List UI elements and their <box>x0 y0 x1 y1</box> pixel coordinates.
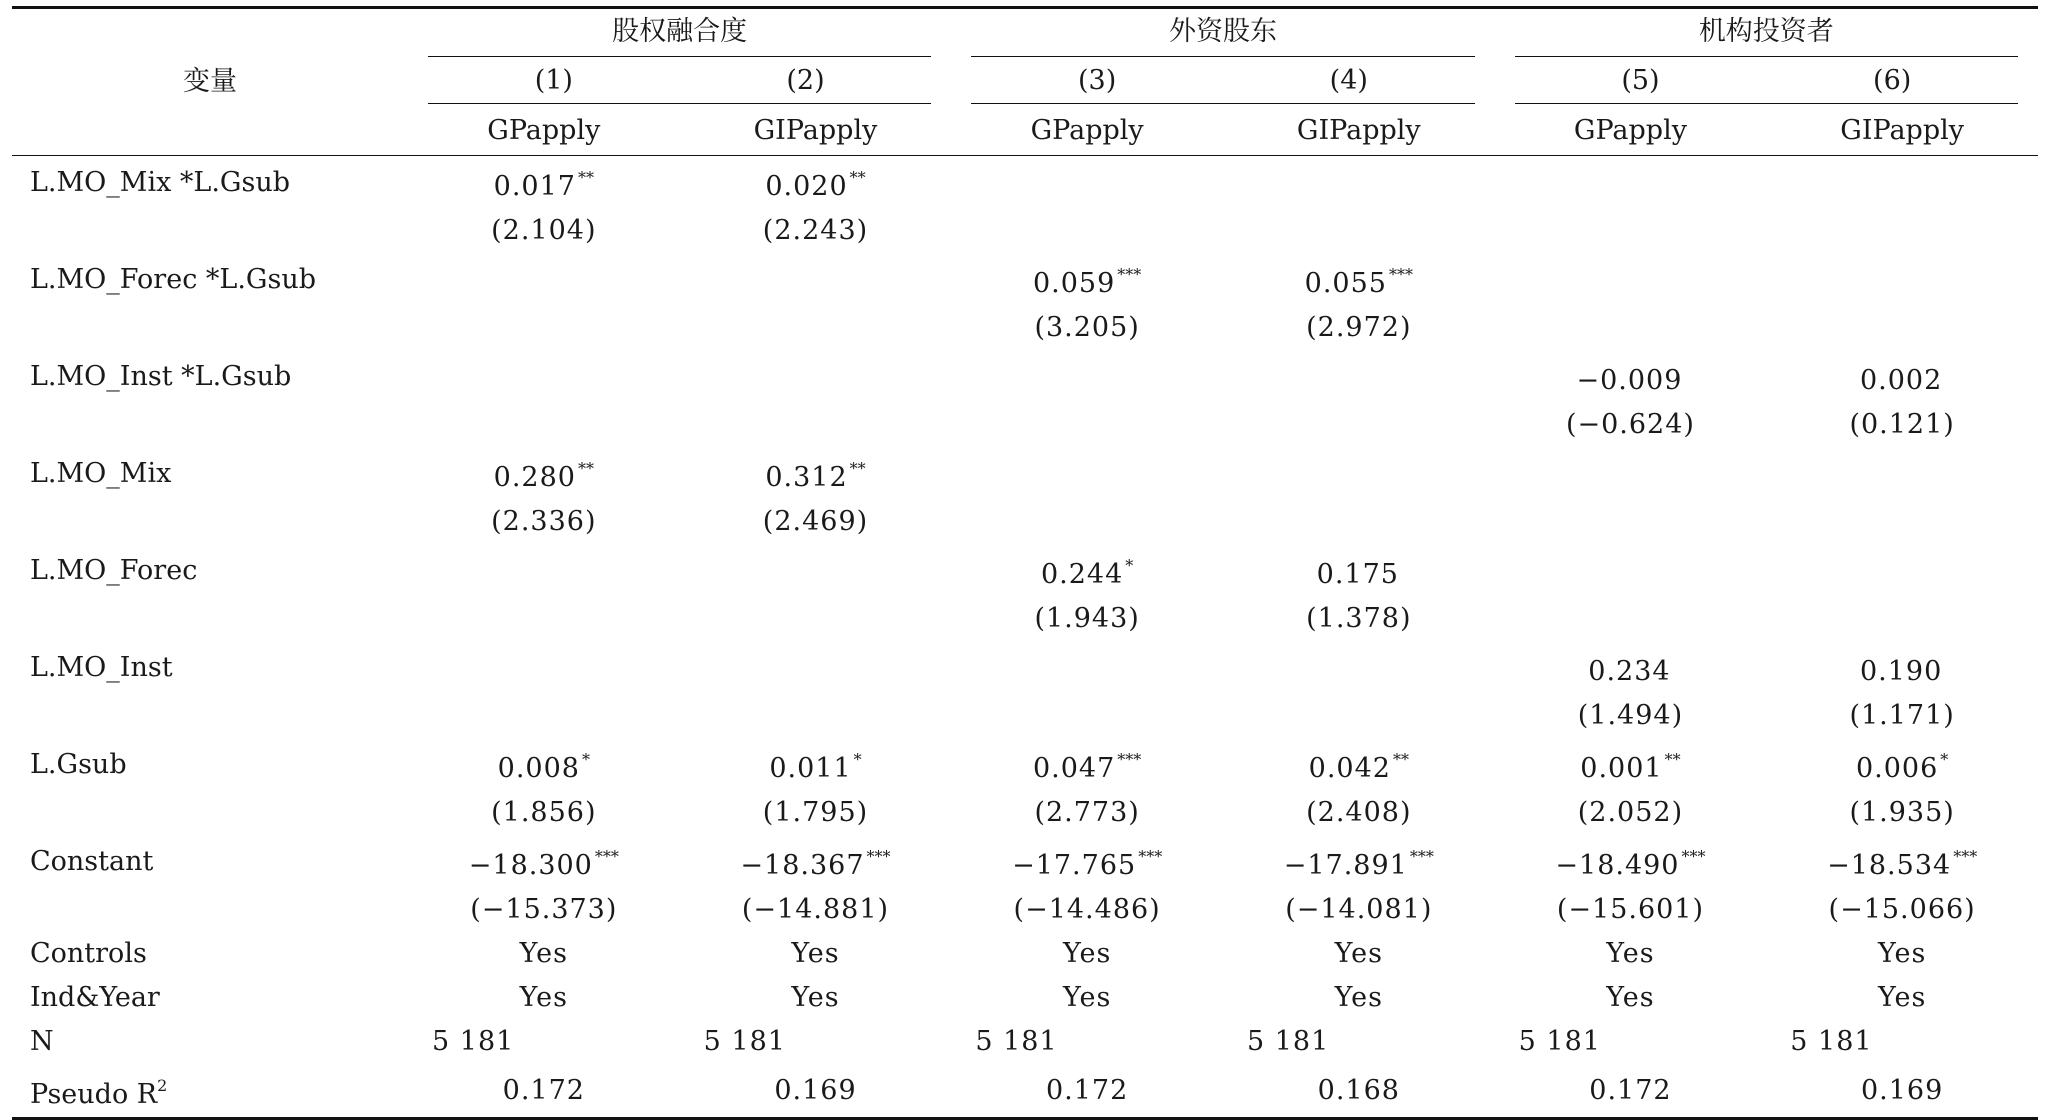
coefficient-cell <box>408 738 680 791</box>
coefficient-cell <box>680 350 952 403</box>
coefficient-value: 0.190 <box>1859 656 1943 687</box>
coefficient-value: 0.002 <box>1859 365 1943 396</box>
t-stat-row <box>12 791 2038 835</box>
t-stat-cell: (−14.881) <box>741 894 890 925</box>
coefficient-cell <box>680 641 952 694</box>
t-stat-cell <box>1495 500 1767 544</box>
t-stat-cell <box>408 597 680 641</box>
r2-superscript: 2 <box>157 1076 168 1095</box>
observations-row-label <box>12 1020 408 1064</box>
t-stat-cell: (−15.066) <box>1828 894 1976 925</box>
dependent-variable-header: GIPapply <box>1766 106 2038 156</box>
observations-row-cell: 5 181 <box>1246 1026 1330 1057</box>
pseudo-r2-row-cell: 0.168 <box>1223 1064 1495 1119</box>
significance-stars: * <box>1940 750 1949 769</box>
fixed-effects-row-cell: Yes <box>1606 982 1655 1013</box>
coefficient-row <box>12 447 2038 500</box>
t-stat-cell: (−14.081) <box>1285 894 1433 925</box>
coefficient-value: 0.047 <box>1032 753 1116 784</box>
variable-label: L.Gsub <box>30 748 127 780</box>
fixed-effects-row-cell: Yes <box>791 982 840 1013</box>
t-stat-cell: (3.205) <box>1034 312 1140 343</box>
group-header-1: 股权融合度 <box>408 8 951 58</box>
t-stat-cell <box>1766 500 2038 544</box>
variable-label: L.MO_Mix *L.Gsub <box>30 166 290 198</box>
group-header-3: 机构投资者 <box>1495 8 2038 58</box>
empty-label-cell <box>12 500 408 544</box>
column-number-pair-3 <box>1495 57 2038 106</box>
controls-row-cell: Yes <box>1877 938 1927 969</box>
observations-row-cell: 5 181 <box>975 1026 1058 1057</box>
t-stat-cell: (2.243) <box>762 215 869 246</box>
variable-label: L.MO_Forec <box>30 554 198 586</box>
fixed-effects-row-cell: Yes <box>1062 982 1112 1013</box>
t-stat-cell: (0.121) <box>1849 409 1955 440</box>
significance-stars: * <box>1125 556 1134 575</box>
coefficient-cell <box>1495 253 1767 306</box>
significance-stars: * <box>853 750 862 769</box>
coefficient-row <box>12 156 2038 210</box>
coefficient-cell <box>408 156 680 210</box>
t-stat-row <box>12 597 2038 641</box>
coefficient-value: 0.020 <box>765 171 848 202</box>
coefficient-cell <box>1766 738 2038 791</box>
t-stat-cell <box>951 500 1223 544</box>
empty-label-cell <box>12 694 408 738</box>
t-stat-cell <box>951 209 1223 253</box>
variable-header: 变量 <box>12 8 408 156</box>
coefficient-cell <box>1223 156 1495 210</box>
pseudo-r2-row-label-text: Pseudo R <box>30 1079 158 1110</box>
coefficient-cell <box>408 350 680 403</box>
t-stat-cell: (2.104) <box>491 215 597 246</box>
t-stat-cell <box>680 597 952 641</box>
coefficient-cell <box>408 253 680 306</box>
coefficient-row <box>12 350 2038 403</box>
dependent-variable-header: GPapply <box>408 106 680 156</box>
column-number: (6) <box>1873 65 1912 96</box>
t-stat-cell: (2.336) <box>491 506 597 537</box>
coefficient-cell <box>1223 641 1495 694</box>
pseudo-r2-row-cell: 0.172 <box>408 1064 680 1119</box>
controls-row-cell: Yes <box>1062 938 1112 969</box>
fixed-effects-row-cell: Yes <box>1334 982 1383 1013</box>
coefficient-value: 0.312 <box>765 462 848 493</box>
t-stat-cell: (2.773) <box>1034 797 1140 828</box>
significance-stars: *** <box>866 847 891 866</box>
significance-stars: ** <box>1664 750 1681 769</box>
empty-label-cell <box>12 209 408 253</box>
pseudo-r2-row-cell: 0.169 <box>1766 1064 2038 1119</box>
column-number: (2) <box>786 65 825 96</box>
coefficient-cell <box>951 350 1223 403</box>
coefficient-cell <box>408 641 680 694</box>
t-stat-cell <box>1223 694 1495 738</box>
t-stat-cell <box>951 403 1223 447</box>
coefficient-value: 0.280 <box>493 462 576 493</box>
t-stat-cell <box>1223 209 1495 253</box>
controls-row-cell: Yes <box>519 938 568 969</box>
variable-label: L.MO_Inst <box>30 651 173 683</box>
controls-row-cell: Yes <box>1334 938 1383 969</box>
t-stat-cell: (2.469) <box>762 506 869 537</box>
t-stat-cell <box>408 306 680 350</box>
column-number: (3) <box>1078 65 1117 96</box>
coefficient-cell <box>408 835 680 888</box>
coefficient-cell <box>1223 738 1495 791</box>
coefficient-row <box>12 835 2038 888</box>
t-stat-cell: (2.408) <box>1306 797 1412 828</box>
t-stat-cell: (−15.601) <box>1556 894 1705 925</box>
empty-label-cell <box>12 403 408 447</box>
significance-stars: ** <box>577 459 594 478</box>
empty-label-cell <box>12 306 408 350</box>
observations-row-label-text: N <box>30 1026 54 1057</box>
observations-row <box>12 1020 2038 1064</box>
coefficient-cell <box>1766 156 2038 210</box>
coefficient-row <box>12 738 2038 791</box>
t-stat-cell <box>1766 306 2038 350</box>
t-stat-row <box>12 306 2038 350</box>
coefficient-cell <box>1495 544 1767 597</box>
coefficient-value: 0.001 <box>1580 753 1663 784</box>
dependent-variable-header: GIPapply <box>1223 106 1495 156</box>
t-stat-cell <box>951 694 1223 738</box>
coefficient-cell <box>1766 641 2038 694</box>
pseudo-r2-row-cell: 0.172 <box>1495 1064 1767 1119</box>
t-stat-cell: (1.494) <box>1577 700 1684 731</box>
controls-row-label-text: Controls <box>30 938 147 969</box>
coefficient-row <box>12 253 2038 306</box>
t-stat-cell <box>680 694 952 738</box>
coefficient-cell <box>680 447 952 500</box>
variable-label: L.MO_Forec *L.Gsub <box>30 263 317 295</box>
t-stat-cell: (−0.624) <box>1565 409 1695 440</box>
coefficient-value: −18.490 <box>1555 850 1680 881</box>
controls-row-cell: Yes <box>1606 938 1655 969</box>
regression-table-container <box>12 6 2038 1120</box>
significance-stars: ** <box>577 168 594 187</box>
coefficient-cell <box>951 447 1223 500</box>
coefficient-cell <box>1766 253 2038 306</box>
dependent-variable-header: GPapply <box>951 106 1223 156</box>
fixed-effects-row <box>12 976 2038 1020</box>
pseudo-r2-row-label <box>12 1064 408 1119</box>
observations-row-cell: 5 181 <box>1518 1026 1601 1057</box>
coefficient-cell <box>680 156 952 210</box>
t-stat-cell <box>680 403 952 447</box>
coefficient-cell <box>680 738 952 791</box>
t-stat-cell <box>680 306 952 350</box>
t-stat-cell: (1.378) <box>1306 603 1412 634</box>
coefficient-cell <box>408 544 680 597</box>
controls-row-cell: Yes <box>791 938 840 969</box>
t-stat-row <box>12 888 2038 932</box>
coefficient-cell <box>1495 447 1767 500</box>
coefficient-cell <box>1223 835 1495 888</box>
fixed-effects-row-label <box>12 976 408 1020</box>
coefficient-cell <box>1495 738 1767 791</box>
t-stat-row <box>12 403 2038 447</box>
coefficient-value: −0.009 <box>1576 365 1683 396</box>
coefficient-value: 0.017 <box>493 171 576 202</box>
coefficient-cell <box>1223 544 1495 597</box>
t-stat-row <box>12 209 2038 253</box>
coefficient-value: −17.891 <box>1283 850 1408 881</box>
coefficient-cell <box>1223 447 1495 500</box>
empty-label-cell <box>12 597 408 641</box>
t-stat-cell <box>408 694 680 738</box>
coefficient-cell <box>1223 350 1495 403</box>
t-stat-row <box>12 694 2038 738</box>
coefficient-cell <box>680 835 952 888</box>
coefficient-value: 0.006 <box>1855 753 1939 784</box>
significance-stars: ** <box>849 459 866 478</box>
pseudo-r2-row-cell: 0.172 <box>951 1064 1223 1119</box>
t-stat-cell: (1.935) <box>1849 797 1955 828</box>
fixed-effects-row-cell: Yes <box>1877 982 1927 1013</box>
fixed-effects-row-label-text: Ind&Year <box>30 982 160 1013</box>
t-stat-row <box>12 500 2038 544</box>
coefficient-cell <box>951 544 1223 597</box>
controls-row <box>12 932 2038 976</box>
pseudo-r2-row-cell: 0.169 <box>680 1064 952 1119</box>
significance-stars: ** <box>849 168 866 187</box>
t-stat-cell <box>1766 209 2038 253</box>
coefficient-cell <box>1766 835 2038 888</box>
column-number-pair-1 <box>408 57 951 106</box>
significance-stars: *** <box>1388 265 1413 284</box>
coefficient-value: −18.300 <box>468 850 593 881</box>
t-stat-cell: (2.052) <box>1577 797 1684 828</box>
observations-row-cell: 5 181 <box>1790 1026 1873 1057</box>
coefficient-value: 0.011 <box>769 753 852 784</box>
t-stat-cell <box>1223 500 1495 544</box>
coefficient-value: 0.234 <box>1588 656 1671 687</box>
coefficient-value: 0.244 <box>1040 559 1124 590</box>
t-stat-cell <box>1495 597 1767 641</box>
t-stat-cell: (−14.486) <box>1013 894 1161 925</box>
t-stat-cell <box>1495 209 1767 253</box>
coefficient-cell <box>1495 350 1767 403</box>
coefficient-value: −18.534 <box>1827 850 1952 881</box>
observations-row-cell: 5 181 <box>703 1026 786 1057</box>
coefficient-cell <box>1495 641 1767 694</box>
coefficient-cell <box>951 156 1223 210</box>
coefficient-value: 0.175 <box>1316 559 1399 590</box>
regression-table <box>12 6 2038 1120</box>
significance-stars: *** <box>1681 847 1706 866</box>
coefficient-value: 0.008 <box>497 753 580 784</box>
dependent-variable-header: GIPapply <box>680 106 952 156</box>
column-number-pair-2 <box>951 57 1494 106</box>
coefficient-value: 0.055 <box>1304 268 1387 299</box>
coefficient-value: 0.042 <box>1308 753 1391 784</box>
coefficient-value: −17.765 <box>1012 850 1137 881</box>
controls-row-label <box>12 932 408 976</box>
group-header-2: 外资股东 <box>951 8 1494 58</box>
significance-stars: *** <box>594 847 619 866</box>
pseudo-r2-row <box>12 1064 2038 1119</box>
coefficient-cell <box>1766 447 2038 500</box>
coefficient-cell <box>951 738 1223 791</box>
significance-stars: *** <box>1138 847 1163 866</box>
column-number: (4) <box>1329 65 1368 96</box>
coefficient-cell <box>951 835 1223 888</box>
empty-label-cell <box>12 888 408 932</box>
column-number: (1) <box>534 65 573 96</box>
fixed-effects-row-cell: Yes <box>519 982 568 1013</box>
t-stat-cell: (−15.373) <box>470 894 618 925</box>
coefficient-value: 0.059 <box>1032 268 1116 299</box>
coefficient-cell <box>951 253 1223 306</box>
variable-label: Constant <box>30 845 154 877</box>
t-stat-cell: (2.972) <box>1306 312 1412 343</box>
empty-label-cell <box>12 791 408 835</box>
variable-label: L.MO_Inst *L.Gsub <box>30 360 292 392</box>
column-number: (5) <box>1621 65 1660 96</box>
coefficient-cell <box>1766 544 2038 597</box>
coefficient-cell <box>951 641 1223 694</box>
significance-stars: *** <box>1409 847 1434 866</box>
dependent-variable-header: GPapply <box>1495 106 1767 156</box>
t-stat-cell: (1.795) <box>762 797 869 828</box>
observations-row-cell: 5 181 <box>432 1026 515 1057</box>
coefficient-cell <box>680 544 952 597</box>
coefficient-cell <box>1495 835 1767 888</box>
t-stat-cell: (1.856) <box>491 797 597 828</box>
significance-stars: *** <box>1953 847 1978 866</box>
coefficient-row <box>12 641 2038 694</box>
t-stat-cell <box>1766 597 2038 641</box>
coefficient-row <box>12 544 2038 597</box>
coefficient-cell <box>1495 156 1767 210</box>
significance-stars: *** <box>1117 750 1142 769</box>
significance-stars: *** <box>1117 265 1142 284</box>
coefficient-cell <box>1223 253 1495 306</box>
significance-stars: ** <box>1392 750 1409 769</box>
variable-label: L.MO_Mix <box>30 457 172 489</box>
t-stat-cell <box>1495 306 1767 350</box>
coefficient-cell <box>680 253 952 306</box>
t-stat-cell: (1.943) <box>1034 603 1140 634</box>
coefficient-cell <box>1766 350 2038 403</box>
coefficient-value: −18.367 <box>740 850 865 881</box>
t-stat-cell <box>1223 403 1495 447</box>
t-stat-cell <box>408 403 680 447</box>
significance-stars: * <box>581 750 590 769</box>
t-stat-cell: (1.171) <box>1849 700 1955 731</box>
coefficient-cell <box>408 447 680 500</box>
